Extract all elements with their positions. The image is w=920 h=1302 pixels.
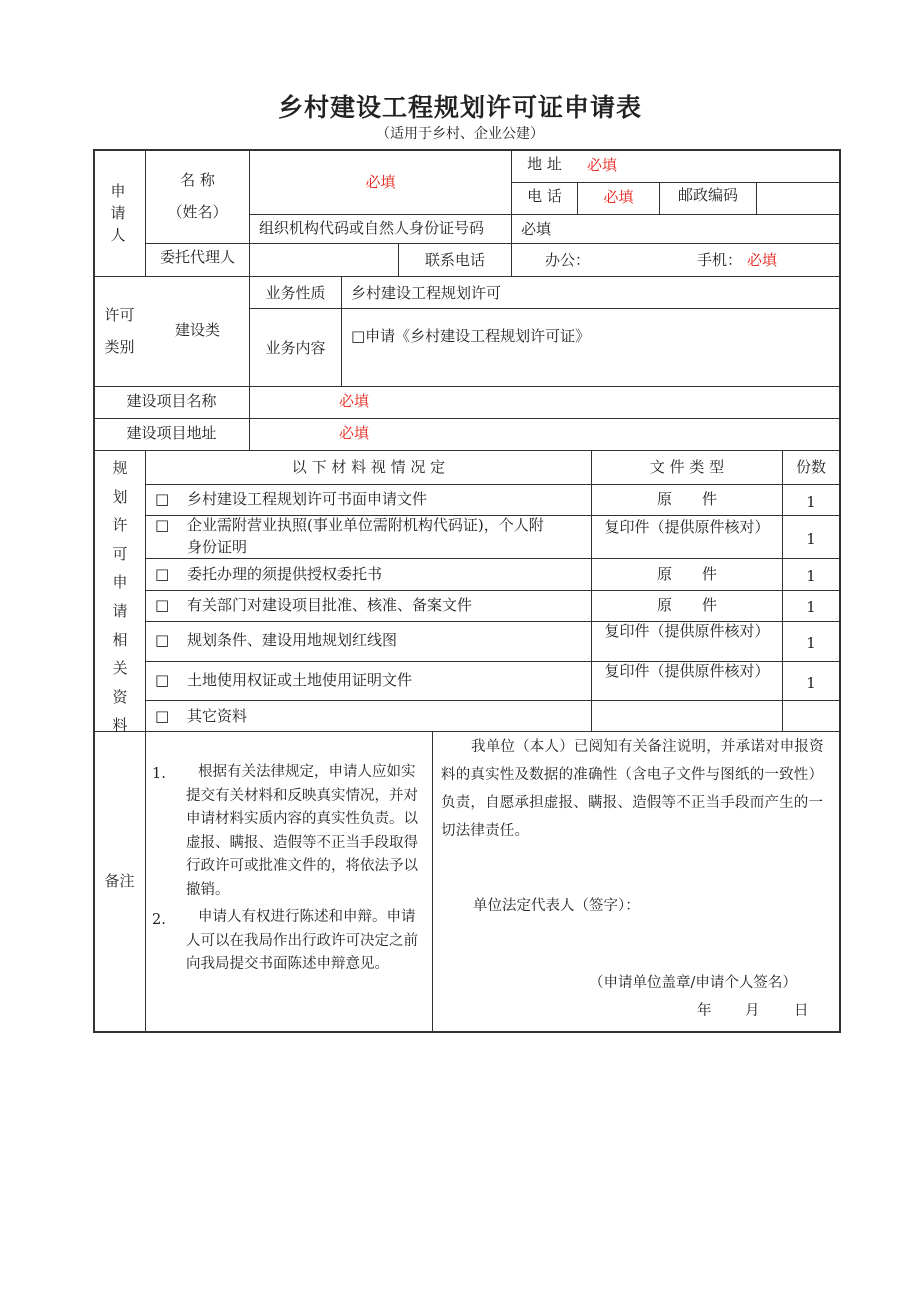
material-count: 1: [806, 674, 816, 692]
date-month: 月: [745, 1003, 760, 1019]
material-name: 土地使用权证或土地使用证明文件: [187, 671, 413, 689]
material-checkbox[interactable]: □: [155, 671, 170, 689]
date-day: 日: [794, 1003, 809, 1019]
material-name-cont: 身份证明: [187, 538, 248, 556]
note-1-number: 1.: [152, 766, 166, 782]
form-title: 乡村建设工程规划许可证申请表: [277, 93, 642, 122]
permit-label-1: 许可: [104, 306, 135, 324]
material-checkbox[interactable]: □: [155, 565, 170, 583]
form-subtitle: （适用于乡村、企业公建）: [376, 126, 544, 142]
material-type: 复印件（提供原件核对）: [604, 662, 770, 680]
material-name: 其它资料: [187, 707, 248, 725]
note-2-text: 申请人有权进行陈述和申辩。申请人可以在我局作出行政许可决定之前向我局提交书面陈述申辩意见。: [186, 909, 418, 972]
material-checkbox[interactable]: □: [155, 596, 170, 614]
phone-field[interactable]: 必填: [603, 188, 634, 206]
material-name: 委托办理的须提供授权委托书: [187, 565, 383, 583]
material-type: 原 件: [656, 596, 717, 614]
note-1-text: 根据有关法律规定，申请人应如实提交有关材料和反映真实情况，并对申请材料实质内容的真实性负责。以虚报、瞒报、造假等不正当手段取得行政许可或批准文件的，将依法予以撤销。: [186, 764, 418, 898]
material-checkbox[interactable]: □: [155, 631, 170, 649]
project-address-field[interactable]: 必填: [339, 424, 370, 442]
business-nature-value: 乡村建设工程规划许可: [351, 284, 502, 302]
material-count: 1: [806, 567, 816, 585]
material-name: 规划条件、建设用地规划红线图: [187, 631, 398, 649]
address-label: 地 址: [527, 155, 562, 173]
org-code-field[interactable]: 必填: [521, 220, 552, 238]
name-field[interactable]: 必填: [365, 173, 396, 191]
signature-label: 单位法定代表人（签字）：: [473, 898, 640, 914]
material-name: 有关部门对建设项目批准、核准、备案文件: [187, 596, 473, 614]
note-2-number: 2.: [152, 912, 166, 928]
agent-label: 委托代理人: [159, 248, 235, 266]
org-code-label: 组织机构代码或自然人身份证号码: [259, 219, 485, 237]
mobile-field[interactable]: 必填: [747, 251, 778, 269]
material-type: 复印件（提供原件核对）: [604, 518, 770, 536]
contact-phone-label: 联系电话: [424, 251, 485, 269]
business-content-label: 业务内容: [265, 339, 326, 357]
material-count: 1: [806, 530, 816, 548]
mobile-label: 手机：: [697, 251, 743, 269]
project-name-field[interactable]: 必填: [339, 392, 370, 410]
material-type: 复印件（提供原件核对）: [604, 622, 770, 640]
business-content-checkbox[interactable]: □申请《乡村建设工程规划许可证》: [351, 327, 591, 345]
count-header: 份数: [795, 458, 826, 476]
office-phone-label: 办公：: [545, 251, 591, 269]
project-name-label: 建设项目名称: [126, 392, 217, 410]
name-label: 名 称: [180, 171, 215, 189]
material-checkbox[interactable]: □: [155, 490, 170, 508]
applicant-section-label: 申 请 人: [110, 182, 126, 244]
materials-section-label: 规 划 许 可 申 请 相 关 资 料: [112, 459, 128, 735]
postcode-label: 邮政编码: [677, 186, 738, 204]
material-count: 1: [806, 598, 816, 616]
material-name: 乡村建设工程规划许可书面申请文件: [187, 490, 428, 508]
address-field[interactable]: 必填: [587, 156, 618, 174]
material-checkbox[interactable]: □: [155, 516, 170, 534]
date-year: 年: [697, 1003, 712, 1019]
material-name: 企业需附营业执照(事业单位需附机构代码证)，个人附: [187, 516, 544, 534]
business-nature-label: 业务性质: [265, 284, 326, 302]
material-count: 1: [806, 634, 816, 652]
permit-label-2: 类别: [104, 338, 135, 356]
phone-label: 电 话: [527, 187, 562, 205]
materials-header: 以 下 材 料 视 情 况 定: [291, 458, 446, 476]
material-type: 原 件: [656, 565, 717, 583]
material-type: 原 件: [656, 490, 717, 508]
file-type-header: 文 件 类 型: [649, 458, 725, 476]
project-address-label: 建设项目地址: [126, 424, 217, 442]
material-count: 1: [806, 493, 816, 511]
permit-category: 建设类: [174, 321, 220, 339]
remarks-label: 备注: [104, 872, 135, 890]
material-checkbox[interactable]: □: [155, 707, 170, 725]
name-label-alt: （姓名）: [167, 203, 228, 221]
declaration-text: 我单位（本人）已阅知有关备注说明，并承诺对申报资料的真实性及数据的准确性（含电子文件与图纸的一致性）负责，自愿承担虚报、瞒报、造假等不正当手段而产生的一切法律责任。: [441, 739, 824, 839]
stamp-label: （申请单位盖章/申请个人签名）: [589, 975, 797, 991]
